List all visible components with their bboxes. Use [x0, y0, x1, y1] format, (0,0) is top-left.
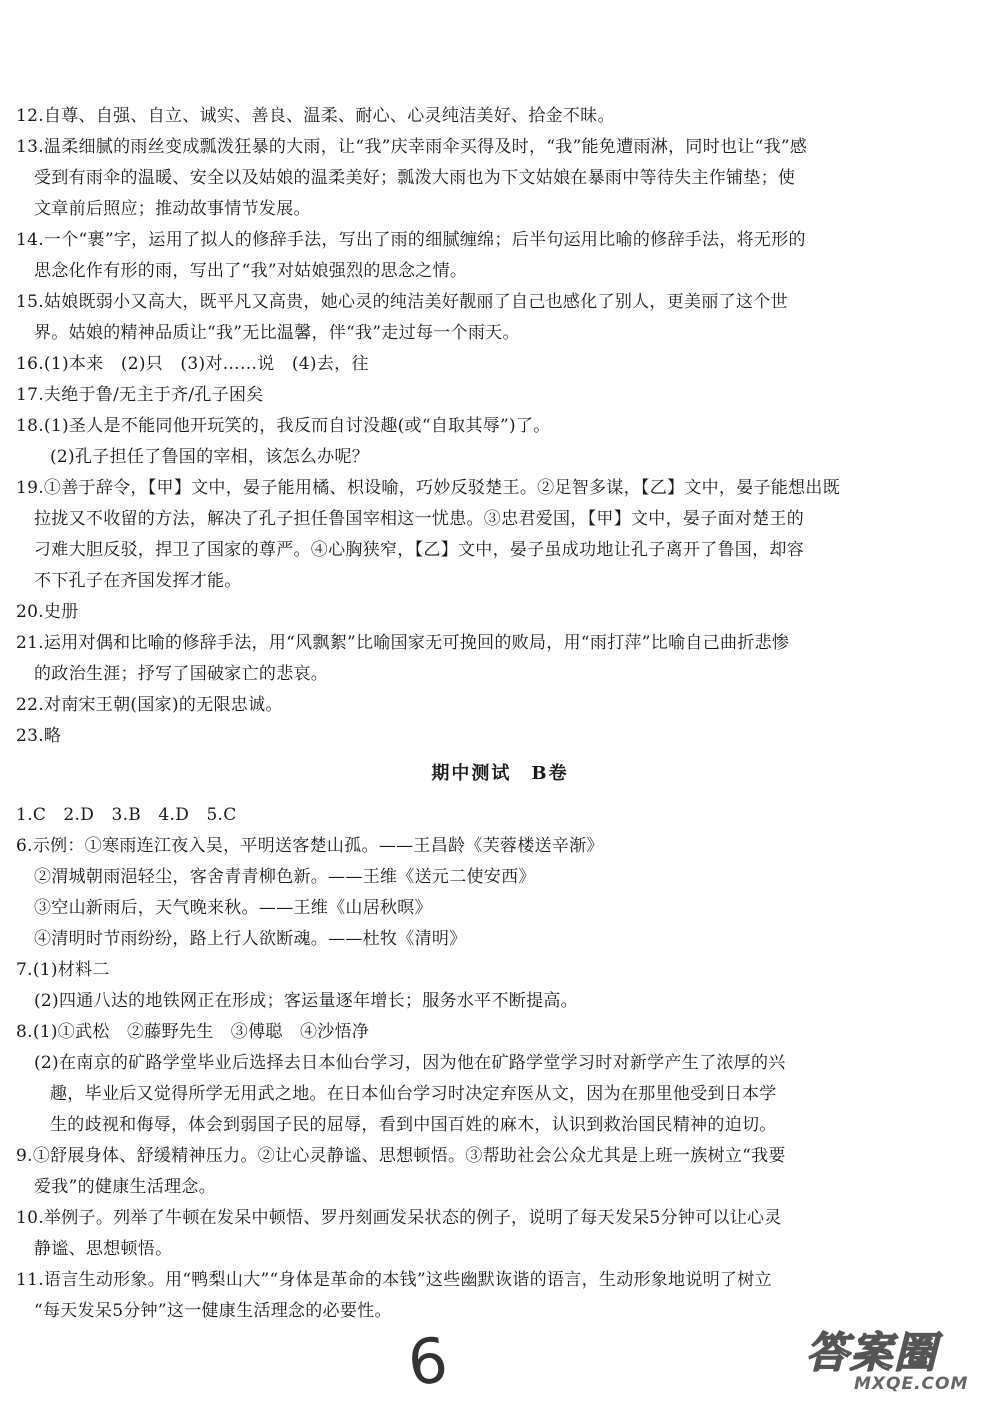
answer-line: 生的歧视和侮辱，体会到弱国子民的屈辱，看到中国百姓的麻木，认识到救治国民精神的迫切。	[50, 1115, 777, 1135]
section-b-answers	[16, 800, 930, 1327]
answer-line: 受到有雨伞的温暖、安全以及姑娘的温柔美好；瓢泼大雨也为下文姑娘在暴雨中等待失主作铺垫；使	[34, 168, 796, 188]
answer-line: 趣，毕业后又觉得所学无用武之地。在日本仙台学习时决定弃医从文，因为在那里他受到日本学	[50, 1084, 777, 1104]
answer-line: 10.举例子。列举了牛顿在发呆中顿悟、罗丹刻画发呆状态的例子，说明了每天发呆5分钟可以让心灵	[16, 1208, 782, 1228]
answer-line: 1.C 2.D 3.B 4.D 5.C	[16, 805, 237, 825]
answer-line: 文章前后照应；推动故事情节发展。	[34, 199, 311, 219]
page-number: 6	[404, 1323, 452, 1400]
answer-line: 思念化作有形的雨，写出了“我”对姑娘强烈的思念之情。	[34, 261, 468, 281]
answer-line: “每天发呆5分钟”这一健康生活理念的必要性。	[34, 1301, 392, 1321]
answer-line: 13.温柔细腻的雨丝变成瓢泼狂暴的大雨，让“我”庆幸雨伞买得及时，“我”能免遭雨淋，同时也让“我”感	[16, 137, 808, 157]
answer-line: 12.自尊、自强、自立、诚实、善良、温柔、耐心、心灵纯洁美好、拾金不昧。	[16, 106, 615, 126]
answer-line: 20.史册	[16, 602, 79, 622]
answer-line: 17.夫绝于鲁/无主于齐/孔子困矣	[16, 385, 264, 405]
answer-line: 14.一个“裹”字，运用了拟人的修辞手法，写出了雨的细腻缠绵；后半句运用比喻的修辞手法，将无形的	[16, 230, 806, 250]
section-b-title: 期中测试 B卷	[431, 763, 569, 784]
answer-line: 界。姑娘的精神品质让“我”无比温馨，伴“我”走过每一个雨天。	[34, 323, 520, 343]
answer-line: 16.(1)本来 (2)只 (3)对……说 (4)去，往	[16, 354, 369, 374]
answer-line: (2)四通八达的地铁网正在形成；客运量逐年增长；服务水平不断提高。	[34, 991, 578, 1011]
answer-line: 22.对南宋王朝(国家)的无限忠诚。	[16, 695, 283, 715]
answer-line: ②渭城朝雨浥轻尘，客舍青青柳色新。——王维《送元二使安西》	[34, 867, 536, 887]
answer-line: 11.语言生动形象。用“鸭梨山大”“身体是革命的本钱”这些幽默诙谐的语言，生动形象地说明了树立	[16, 1270, 772, 1290]
answer-line: 的政治生涯；抒写了国破家亡的悲哀。	[34, 664, 329, 684]
answer-line: 7.(1)材料二	[16, 960, 110, 980]
answer-line: ③空山新雨后，天气晚来秋。——王维《山居秋暝》	[34, 898, 432, 918]
answer-line: ④清明时节雨纷纷，路上行人欲断魂。——杜牧《清明》	[34, 929, 467, 949]
answer-line: 8.(1)①武松 ②藤野先生 ③傅聪 ④沙悟净	[16, 1022, 370, 1042]
answer-line: 不下孔子在齐国发挥才能。	[34, 571, 242, 591]
answer-line: 21.运用对偶和比喻的修辞手法，用“风飘絮”比喻国家无可挽回的败局，用“雨打萍”比喻自己曲折悲惨	[16, 633, 790, 653]
answer-line: 6.示例：①寒雨连江夜入吴，平明送客楚山孤。——王昌龄《芙蓉楼送辛渐》	[16, 836, 604, 856]
answer-line: 爱我”的健康生活理念。	[34, 1177, 216, 1197]
answer-line: 拉拢又不收留的方法，解决了孔子担任鲁国宰相这一忧患。③忠君爱国，【甲】文中，晏子面对楚王的	[34, 509, 804, 529]
watermark-url: MXQE.COM	[854, 1374, 969, 1394]
answer-line: 刁难大胆反驳，捍卫了国家的尊严。④心胸狭窄，【乙】文中，晏子虽成功地让孔子离开了鲁国，却容	[34, 540, 804, 560]
answer-line: 23.略	[16, 726, 62, 746]
answer-line: 15.姑娘既弱小又高大，既平凡又高贵，她心灵的纯洁美好靓丽了自己也感化了别人，更美丽了这个世	[16, 292, 788, 312]
answer-line: (2)在南京的矿路学堂毕业后选择去日本仙台学习，因为他在矿路学堂学习时对新学产生了浓厚的兴	[34, 1053, 786, 1073]
answer-line: 静谧、思想顿悟。	[34, 1239, 173, 1259]
section-a-answers	[16, 101, 930, 752]
answer-line: 9.①舒展身体、舒缓精神压力。②让心灵静谧、思想顿悟。③帮助社会公众尤其是上班一族树立“我要	[16, 1146, 786, 1166]
watermark-text: 答案圈	[806, 1328, 939, 1377]
answer-line: 19.①善于辞令，【甲】文中，晏子能用橘、枳设喻，巧妙反驳楚王。②足智多谋，【乙】文中，晏子能想出既	[16, 478, 841, 498]
watermark-logo	[806, 1318, 988, 1398]
answer-line: (2)孔子担任了鲁国的宰相，该怎么办呢？	[50, 447, 370, 467]
answer-line: 18.(1)圣人是不能同他开玩笑的，我反而自讨没趣(或“自取其辱”)了。	[16, 416, 551, 436]
